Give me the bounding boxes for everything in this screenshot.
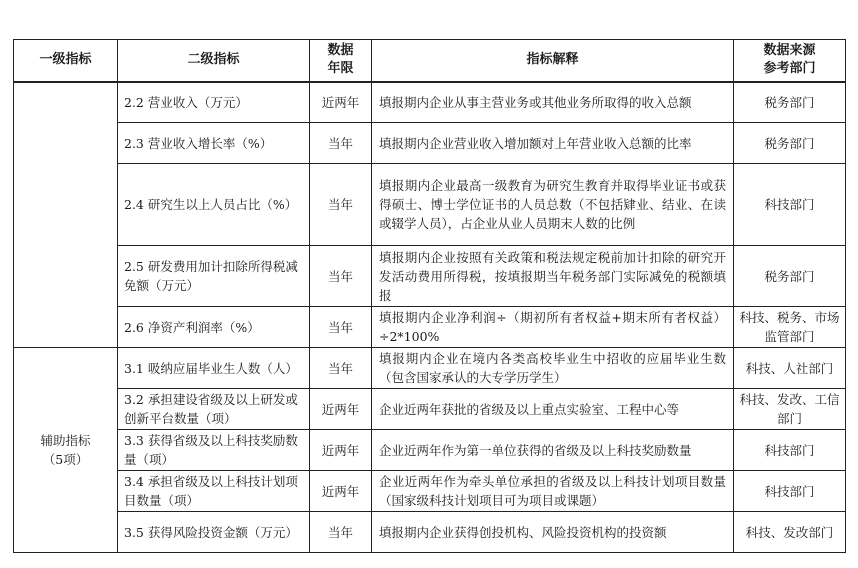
- indicator-explanation: 填报期内企业按照有关政策和税法规定税前加计扣除的研究开发活动费用所得税，按填报期当年税务部门实际减免的税额填报: [372, 246, 734, 307]
- indicator-explanation: 企业近两年作为第一单位获得的省级及以上科技奖励数量: [372, 430, 734, 471]
- header-level2: 二级指标: [118, 40, 310, 82]
- indicator-name: 3.1 吸纳应届毕业生人数（人）: [118, 348, 310, 389]
- header-level1: 一级指标: [14, 40, 118, 82]
- table-row: [14, 512, 846, 553]
- group-cell-auxiliary: 辅助指标 （5项）: [14, 348, 118, 553]
- indicator-name: 2.4 研究生以上人员占比（%）: [118, 164, 310, 246]
- indicator-name: 3.5 获得风险投资金额（万元）: [118, 512, 310, 553]
- table-row: [14, 389, 846, 430]
- data-years: 当年: [310, 348, 372, 389]
- table-row: [14, 123, 846, 164]
- indicator-explanation: 填报期内企业获得创投机构、风险投资机构的投资额: [372, 512, 734, 553]
- table-header-row: [14, 40, 846, 82]
- indicator-name: 2.2 营业收入（万元）: [118, 82, 310, 123]
- table-row: [14, 430, 846, 471]
- indicator-explanation: 填报期内企业营业收入增加额对上年营业收入总额的比率: [372, 123, 734, 164]
- table-row: [14, 471, 846, 512]
- indicator-table: [13, 39, 846, 553]
- indicator-name: 3.4 承担省级及以上科技计划项目数量（项）: [118, 471, 310, 512]
- indicator-name: 3.3 获得省级及以上科技奖励数量（项）: [118, 430, 310, 471]
- indicator-name: 2.3 营业收入增长率（%）: [118, 123, 310, 164]
- data-years: 当年: [310, 512, 372, 553]
- indicator-name: 2.6 净资产利润率（%）: [118, 307, 310, 348]
- header-explanation: 指标解释: [372, 40, 734, 82]
- data-source: 科技部门: [734, 471, 846, 512]
- data-years: 近两年: [310, 471, 372, 512]
- group-cell: [14, 82, 118, 348]
- header-source: 数据来源 参考部门: [734, 40, 846, 82]
- indicator-explanation: 填报期内企业在境内各类高校毕业生中招收的应届毕业生数（包含国家承认的大专学历学生）: [372, 348, 734, 389]
- table-row: [14, 348, 846, 389]
- data-source: 科技部门: [734, 164, 846, 246]
- indicator-explanation: 填报期内企业净利润÷（期初所有者权益+期末所有者权益）÷2*100%: [372, 307, 734, 348]
- data-years: 当年: [310, 164, 372, 246]
- data-years: 近两年: [310, 430, 372, 471]
- indicator-name: 2.5 研发费用加计扣除所得税减免额（万元）: [118, 246, 310, 307]
- header-years: 数据 年限: [310, 40, 372, 82]
- data-years: 当年: [310, 307, 372, 348]
- indicator-explanation: 填报期内企业从事主营业务或其他业务所取得的收入总额: [372, 82, 734, 123]
- data-source: 税务部门: [734, 123, 846, 164]
- indicator-explanation: 企业近两年获批的省级及以上重点实验室、工程中心等: [372, 389, 734, 430]
- data-source: 科技、发改、工信部门: [734, 389, 846, 430]
- data-source: 税务部门: [734, 82, 846, 123]
- data-years: 近两年: [310, 82, 372, 123]
- table-row: [14, 82, 846, 123]
- table-row: [14, 307, 846, 348]
- data-source: 科技、税务、市场监管部门: [734, 307, 846, 348]
- data-source: 税务部门: [734, 246, 846, 307]
- data-years: 当年: [310, 123, 372, 164]
- indicator-explanation: 企业近两年作为牵头单位承担的省级及以上科技计划项目数量（国家级科技计划项目可为项目或课题）: [372, 471, 734, 512]
- table-row: [14, 164, 846, 246]
- data-source: 科技、人社部门: [734, 348, 846, 389]
- table-row: [14, 246, 846, 307]
- data-source: 科技、发改部门: [734, 512, 846, 553]
- indicator-name: 3.2 承担建设省级及以上研发或创新平台数量（项）: [118, 389, 310, 430]
- data-years: 当年: [310, 246, 372, 307]
- data-source: 科技部门: [734, 430, 846, 471]
- data-years: 近两年: [310, 389, 372, 430]
- indicator-explanation: 填报期内企业最高一级教育为研究生教育并取得毕业证书或获得硕士、博士学位证书的人员总数（不包括肄业、结业、在读或辍学人员），占企业从业人员期末人数的比例: [372, 164, 734, 246]
